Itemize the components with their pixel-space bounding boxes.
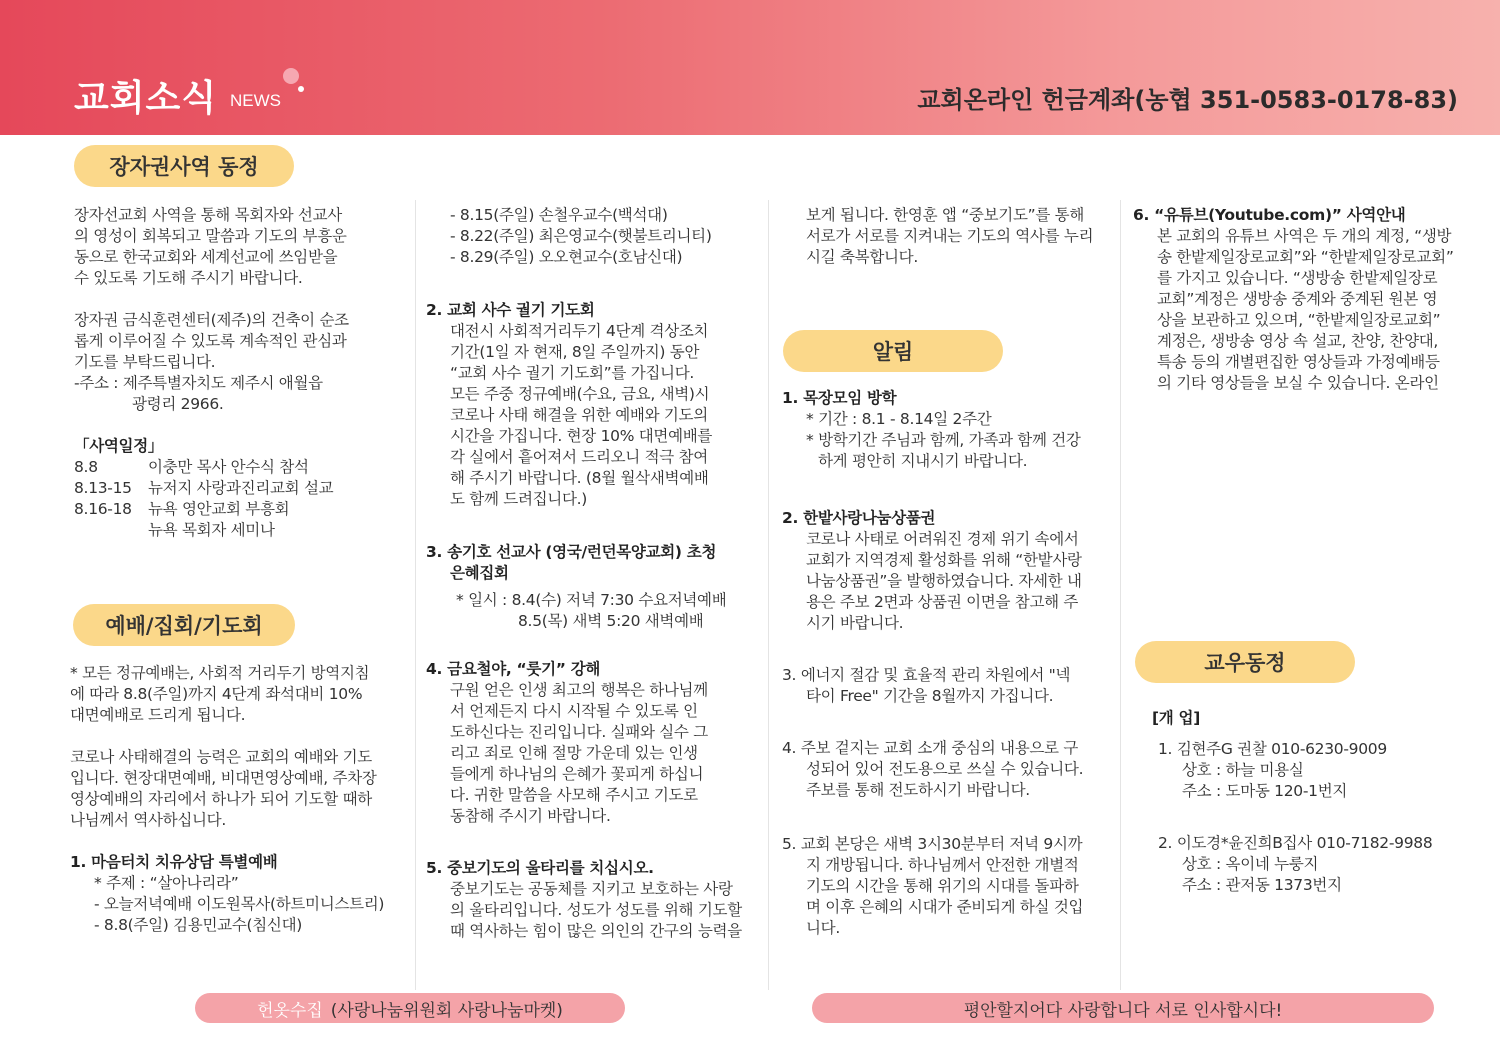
column-divider — [1120, 200, 1121, 990]
text-line: 모든 주중 정규예배(수요, 금요, 새벽)시 — [450, 385, 710, 403]
text-line: 8.5(목) 새벽 5:20 새벽예배 — [518, 612, 704, 630]
text-line: 때 역사하는 힘이 많은 의인의 간구의 능력을 — [450, 922, 742, 940]
footer-clothes-collection — [195, 993, 625, 1023]
text-line: 에 따라 8.8(주일)까지 4단계 좌석대비 10% — [70, 685, 363, 703]
item-title: 6. “유튜브(Youtube.com)” 사역안내 — [1133, 206, 1406, 224]
text-line: 본 교회의 유튜브 사역은 두 개의 계정, “생방 — [1157, 227, 1452, 245]
text-line: - 8.8(주일) 김용민교수(침신대) — [94, 916, 303, 934]
text-line: 도하신다는 진리입니다. 실패와 실수 그 — [450, 723, 708, 741]
text-line: 의 울타리입니다. 성도가 성도를 위해 기도할 — [450, 901, 742, 919]
text-line: 대전시 사회적거리두기 4단계 격상조치 — [450, 322, 709, 340]
text-line: 니다. — [806, 919, 840, 937]
text-line: 계정은, 생방송 영상 속 설교, 찬양, 찬양대, — [1157, 332, 1439, 350]
item-title: 2. 교회 사수 궐기 기도회 — [426, 301, 595, 319]
text-line: 동참해 주시기 바랍니다. — [450, 807, 611, 825]
text-line: 나님께서 역사하십니다. — [70, 811, 226, 829]
text-line: 수 있도록 기도해 주시기 바랍니다. — [74, 269, 303, 287]
text-line: * 기간 : 8.1 - 8.14일 2주간 — [806, 410, 992, 428]
column-2 — [426, 205, 761, 942]
text-line: 기간(1일 자 현재, 8일 주일까지) 동안 — [450, 343, 700, 361]
text-line: 의 기타 영상들을 보실 수 있습니다. 온라인 — [1157, 374, 1439, 392]
item-title: 4. 금요철야, “룻기” 강해 — [426, 660, 601, 678]
text-line: 4. 주보 겉지는 교회 소개 중심의 내용으로 구 — [782, 739, 1079, 757]
text-line: 며 이후 은혜의 시대가 준비되게 하실 것입 — [806, 898, 1084, 916]
text-line: 3. 에너지 절감 및 효율적 관리 차원에서 "넥 — [782, 666, 1071, 684]
text-line: 들에게 하나님의 은혜가 꽃피게 하십니 — [450, 765, 704, 783]
text-line: “교회 사수 궐기 기도회”를 가집니다. — [450, 364, 695, 382]
text-line: 교회가 지역경제 활성화를 위해 “한밭사랑 — [806, 551, 1082, 569]
text-line: 성되어 있어 전도용으로 쓰실 수 있습니다. — [806, 760, 1084, 778]
column-divider — [415, 200, 416, 990]
decor-dot-icon — [283, 68, 299, 84]
text-line: -주소 : 제주특별자치도 제주시 애월읍 — [74, 374, 323, 392]
footer-text: 평안할지어다 사랑합니다 서로 인사합시다! — [963, 1000, 1283, 1021]
text-line: 하게 평안히 지내시기 바랍니다. — [818, 452, 1028, 470]
text-line: 2. 이도경*윤진희B집사 010-7182-9988 — [1158, 834, 1433, 852]
item-title: 2. 한밭사랑나눔상품권 — [782, 509, 936, 527]
text-line: 1. 김현주G 권찰 010-6230-9009 — [1158, 740, 1387, 758]
section-worship: 예배/집회/기도회 — [73, 604, 295, 646]
schedule-row: 뉴욕 목회자 세미나 — [148, 521, 275, 539]
text-line: 상호 : 하늘 미용실 — [1182, 761, 1304, 779]
text-line: 해 주시기 바랍니다. (8월 월삭새벽예배 — [450, 469, 709, 487]
offering-account: 교회온라인 헌금계좌(농협 351-0583-0178-83) — [917, 86, 1458, 114]
text-line: 보게 됩니다. 한영훈 앱 “중보기도”를 통해 — [806, 206, 1084, 224]
text-line: 상을 보관하고 있으며, “한밭제일장로교회” — [1157, 311, 1441, 329]
text-line: 주소 : 도마동 120-1번지 — [1182, 782, 1348, 800]
text-line: 서로가 서로를 지켜내는 기도의 역사를 누리 — [806, 227, 1094, 245]
text-line: 상호 : 옥이네 누룽지 — [1182, 855, 1319, 873]
text-line: - 8.29(주일) 오오현교수(호남신대) — [450, 248, 683, 266]
text-line: 를 가지고 있습니다. “생방송 한밭제일장로 — [1157, 269, 1438, 287]
item-title: 3. 송기호 선교사 (영국/런던목양교회) 초청 — [426, 543, 717, 561]
text-line: * 주제 : “살아나리라” — [94, 874, 239, 892]
text-line: 영상예배의 자리에서 하나가 되어 기도할 때하 — [70, 790, 372, 808]
header-banner — [0, 0, 1500, 135]
column-3-top — [782, 205, 1112, 268]
text-line: 기도를 부탁드립니다. — [74, 353, 216, 371]
decor-dot-small-icon — [298, 86, 304, 92]
text-line: 다. 귀한 말씀을 사모해 주시고 기도로 — [450, 786, 698, 804]
opening-label: [개 업] — [1152, 709, 1201, 727]
text-line: * 방학기간 주님과 함께, 가족과 함께 건강 — [806, 431, 1081, 449]
text-line: - 8.15(주일) 손철우교수(백석대) — [450, 206, 668, 224]
column-divider — [768, 200, 769, 990]
section-jangjagwon: 장자권사역 동정 — [74, 145, 294, 187]
text-line: 용은 주보 2면과 상품권 이면을 참고해 주 — [806, 593, 1079, 611]
text-line: * 모든 정규예배는, 사회적 거리두기 방역지침 — [70, 664, 370, 682]
text-line: 구원 얻은 인생 최고의 행복은 하나님께 — [450, 681, 708, 699]
text-line: 시간을 가집니다. 현장 10% 대면예배를 — [450, 427, 713, 445]
text-line: 주보를 통해 전도하시기 바랍니다. — [806, 781, 1030, 799]
column-4-members — [1152, 708, 1482, 896]
text-line: 각 실에서 흩어져서 드리오니 적극 참여 — [450, 448, 708, 466]
section-members: 교우동정 — [1135, 641, 1355, 683]
text-line: * 일시 : 8.4(수) 저녁 7:30 수요저녁예배 — [456, 591, 727, 609]
text-line: 나눔상품권”을 발행하였습니다. 자세한 내 — [806, 572, 1082, 590]
text-line: 5. 교회 본당은 새벽 3시30분부터 저녁 9시까 — [782, 835, 1083, 853]
text-line: 지 개방됩니다. 하나님께서 안전한 개별적 — [806, 856, 1079, 874]
text-line: 장자권 금식훈련센터(제주)의 건축이 순조 — [74, 311, 349, 329]
footer-text: (사랑나눔위원회 사랑나눔마켓) — [330, 1000, 563, 1021]
page-title: 교회소식 — [74, 78, 218, 119]
text-line: 코로나 사태 해결을 위한 예배와 기도의 — [450, 406, 708, 424]
text-line: 시길 축복합니다. — [806, 248, 918, 266]
text-line: 의 영성이 회복되고 말씀과 기도의 부흥운 — [74, 227, 347, 245]
text-line: 시기 바랍니다. — [806, 614, 904, 632]
item-title: 1. 마음터치 치유상담 특별예배 — [70, 853, 278, 871]
text-line: - 오늘저녁예배 이도원목사(하트미니스트리) — [94, 895, 385, 913]
footer-greeting — [812, 993, 1434, 1023]
column-4-top — [1133, 205, 1468, 394]
text-line: 주소 : 관저동 1373번지 — [1182, 876, 1342, 894]
item-title: 은혜집회 — [450, 564, 509, 582]
column-3-notices — [782, 388, 1112, 939]
text-line: 코로나 사태로 어려워진 경제 위기 속에서 — [806, 530, 1079, 548]
schedule-row: 8.8 이충만 목사 안수식 참석 — [74, 458, 309, 476]
column-1 — [74, 205, 404, 541]
column-1-worship — [70, 663, 405, 936]
text-line: 롭게 이루어질 수 있도록 계속적인 관심과 — [74, 332, 347, 350]
text-line: 입니다. 현장대면예배, 비대면영상예배, 주차장 — [70, 769, 377, 787]
text-line: 특송 등의 개별편집한 영상들과 가정예배등 — [1157, 353, 1440, 371]
section-notice: 알림 — [783, 330, 1003, 372]
text-line: 송 한밭제일장로교회”와 “한밭제일장로교회” — [1157, 248, 1454, 266]
item-title: 5. 중보기도의 울타리를 치십시오. — [426, 859, 654, 877]
footer-highlight: 헌옷수집 — [257, 1000, 323, 1021]
text-line: 동으로 한국교회와 세계선교에 쓰임받을 — [74, 248, 338, 266]
schedule-row: 8.16-18 뉴욕 영안교회 부흥회 — [74, 500, 290, 518]
item-title: 1. 목장모임 방학 — [782, 389, 897, 407]
text-line: 광령리 2966. — [132, 395, 224, 413]
schedule-title: 「사역일정」 — [74, 437, 164, 455]
text-line: 도 함께 드려집니다.) — [450, 490, 588, 508]
text-line: 리고 죄로 인해 절망 가운데 있는 인생 — [450, 744, 698, 762]
schedule-row: 8.13-15 뉴저지 사랑과진리교회 설교 — [74, 479, 334, 497]
text-line: 서 언제든지 다시 시작될 수 있도록 인 — [450, 702, 698, 720]
text-line: 대면예배로 드리게 됩니다. — [70, 706, 246, 724]
text-line: 장자선교회 사역을 통해 목회자와 선교사 — [74, 206, 342, 224]
text-line: - 8.22(주일) 최은영교수(햇불트리니티) — [450, 227, 712, 245]
text-line: 기도의 시간을 통해 위기의 시대를 돌파하 — [806, 877, 1079, 895]
text-line: 코로나 사태해결의 능력은 교회의 예배와 기도 — [70, 748, 372, 766]
text-line: 교회”계정은 생방송 중계와 중계된 원본 영 — [1157, 290, 1438, 308]
news-label: NEWS — [230, 91, 281, 110]
text-line: 타이 Free" 기간을 8월까지 가집니다. — [806, 687, 1054, 705]
text-line: 중보기도는 공동체를 지키고 보호하는 사랑 — [450, 880, 733, 898]
